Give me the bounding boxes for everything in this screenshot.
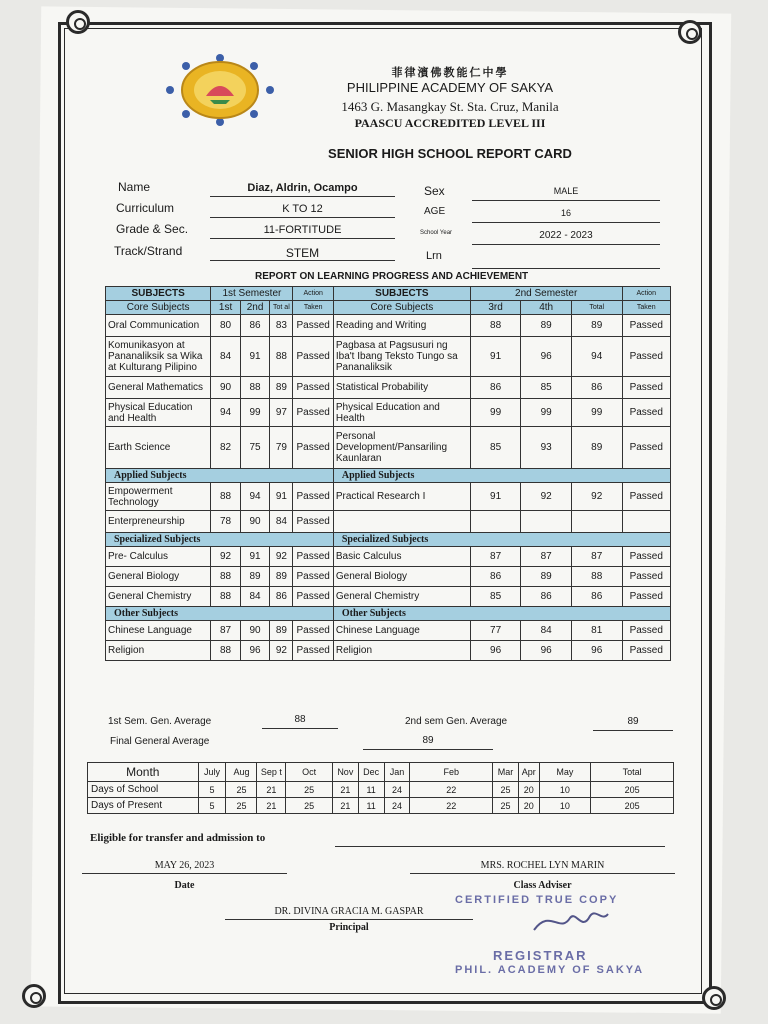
grade-q2: 86 — [240, 315, 269, 337]
subject-name-sem1: Chinese Language — [106, 621, 211, 641]
days-of-school-label: Days of School — [88, 782, 199, 798]
subjects-header: SUBJECTS — [333, 287, 470, 301]
action-taken-sem1: Passed — [293, 427, 333, 469]
grade-total-sem2: 92 — [571, 483, 622, 511]
stamp-line-registrar: REGISTRAR — [493, 948, 588, 963]
subject-name-sem1: General Biology — [106, 567, 211, 587]
final-average-value: 89 — [363, 735, 493, 750]
report-title: SENIOR HIGH SCHOOL REPORT CARD — [328, 146, 572, 161]
grade-q4: 93 — [521, 427, 572, 469]
subject-name-sem1: Religion — [106, 641, 211, 661]
present-days-count: 25 — [493, 798, 519, 814]
grade-q1: 78 — [211, 511, 240, 533]
grade-row — [106, 399, 671, 427]
registrar-signature-icon — [530, 904, 610, 938]
present-days-count: 21 — [332, 798, 358, 814]
track-value: STEM — [210, 246, 395, 261]
month-header: Month — [88, 763, 199, 782]
action-taken-sem2: Passed — [622, 621, 671, 641]
grade-q1: 87 — [211, 621, 240, 641]
grade-q3: 85 — [470, 427, 521, 469]
grade-q4: 87 — [521, 547, 572, 567]
action-taken-sem1: Passed — [293, 621, 333, 641]
grade-q4: 96 — [521, 337, 572, 377]
subject-name-sem2: Pagbasa at Pagsusuri ng Iba't Ibang Teksto Tungo sa Pananaliksik — [333, 337, 470, 377]
principal-label: Principal — [329, 922, 369, 933]
grade-q4: 84 — [521, 621, 572, 641]
grade-q4 — [521, 511, 572, 533]
sex-value: MALE — [472, 186, 660, 201]
school-days-count: 25 — [286, 782, 333, 798]
grade-total-sem2: 81 — [571, 621, 622, 641]
final-average-label: Final General Average — [110, 736, 210, 747]
present-days-count: 24 — [384, 798, 410, 814]
present-days-count: 22 — [410, 798, 493, 814]
grade-q1: 88 — [211, 567, 240, 587]
month-name: Nov — [332, 763, 358, 782]
action-taken-sem2: Passed — [622, 427, 671, 469]
school-days-total: 205 — [591, 782, 674, 798]
eligible-line — [335, 846, 665, 847]
school-days-count: 24 — [384, 782, 410, 798]
adviser-label: Class Adviser — [513, 880, 572, 891]
grade-q1: 90 — [211, 377, 240, 399]
action-taken-sem1: Passed — [293, 587, 333, 607]
grade-q2: 96 — [240, 641, 269, 661]
action-taken-sem2: Passed — [622, 377, 671, 399]
subject-name-sem2: Chinese Language — [333, 621, 470, 641]
month-name: Jan — [384, 763, 410, 782]
grade-q1: 88 — [211, 641, 240, 661]
total1-header: Tot al — [270, 301, 293, 315]
action-taken-sem2: Passed — [622, 315, 671, 337]
action-header: Action — [622, 287, 671, 301]
curriculum-value: K TO 12 — [210, 203, 395, 218]
present-days-total: 205 — [591, 798, 674, 814]
school-days-count: 25 — [493, 782, 519, 798]
school-days-count: 22 — [410, 782, 493, 798]
action-header: Action — [293, 287, 333, 301]
grade-q3: 96 — [470, 641, 521, 661]
grades-table — [105, 286, 671, 661]
grade-q3: 88 — [470, 315, 521, 337]
action-taken-sem1: Passed — [293, 399, 333, 427]
month-name: Sep t — [257, 763, 286, 782]
subject-name-sem2: General Chemistry — [333, 587, 470, 607]
subject-name-sem1: Oral Communication — [106, 315, 211, 337]
corner-ornament-icon — [702, 986, 726, 1010]
sem2-header: 2nd Semester — [470, 287, 622, 301]
grade-q2: 88 — [240, 377, 269, 399]
school-address: 1463 G. Masangkay St. Sta. Cruz, Manila — [341, 99, 559, 114]
school-days-count: 5 — [198, 782, 226, 798]
grade-row — [106, 337, 671, 377]
present-days-count: 10 — [539, 798, 591, 814]
grade-total-sem1: 89 — [270, 621, 293, 641]
school-name: PHILIPPINE ACADEMY OF SAKYA — [346, 80, 554, 95]
school-days-count: 21 — [257, 782, 286, 798]
grade-q3: 99 — [470, 399, 521, 427]
action-taken-sem2: Passed — [622, 547, 671, 567]
school-days-count: 21 — [332, 782, 358, 798]
grade-row — [106, 621, 671, 641]
grade-q4: 96 — [521, 641, 572, 661]
report-subtitle: REPORT ON LEARNING PROGRESS AND ACHIEVEMENT — [255, 271, 529, 282]
grade-total-sem1: 88 — [270, 337, 293, 377]
q4-header: 4th — [521, 301, 572, 315]
subject-name-sem2: Statistical Probability — [333, 377, 470, 399]
grade-q4: 99 — [521, 399, 572, 427]
sem1-average-label: 1st Sem. Gen. Average — [108, 716, 212, 727]
grade-total-sem1: 84 — [270, 511, 293, 533]
grade-total-sem2: 99 — [571, 399, 622, 427]
action-taken-sem2 — [622, 511, 671, 533]
school-days-count: 25 — [226, 782, 257, 798]
grade-q3: 86 — [470, 377, 521, 399]
grade-total-sem1: 97 — [270, 399, 293, 427]
action-taken-sem2: Passed — [622, 399, 671, 427]
subject-name-sem1: Empowerment Technology — [106, 483, 211, 511]
school-seal-logo — [166, 54, 274, 126]
grade-row — [106, 483, 671, 511]
grade-row — [106, 511, 671, 533]
taken-header: Taken — [293, 301, 333, 315]
sem2-average-value: 89 — [593, 716, 673, 731]
action-taken-sem1: Passed — [293, 315, 333, 337]
applied-section-header: Applied Subjects — [106, 469, 334, 483]
grade-q4: 86 — [521, 587, 572, 607]
attendance-table — [87, 762, 674, 814]
subject-name-sem2 — [333, 511, 470, 533]
grade-total-sem2: 94 — [571, 337, 622, 377]
grade-q3: 85 — [470, 587, 521, 607]
subject-name-sem2: Religion — [333, 641, 470, 661]
registrar-stamp — [455, 890, 665, 980]
principal-name: DR. DIVINA GRACIA M. GASPAR — [225, 906, 473, 920]
grade-q3 — [470, 511, 521, 533]
grade-q2: 91 — [240, 547, 269, 567]
grade-q4: 89 — [521, 315, 572, 337]
school-days-count: 10 — [539, 782, 591, 798]
grade-total-sem2: 87 — [571, 547, 622, 567]
month-name: July — [198, 763, 226, 782]
stamp-line-certified: CERTIFIED TRUE COPY — [455, 894, 619, 906]
grade-q4: 92 — [521, 483, 572, 511]
applied-section-header: Applied Subjects — [333, 469, 670, 483]
grade-q3: 91 — [470, 337, 521, 377]
school-chinese-name: 菲律濱佛教能仁中學 — [391, 67, 509, 79]
subject-name-sem1: General Chemistry — [106, 587, 211, 607]
month-name: Apr — [518, 763, 539, 782]
subject-name-sem1: Physical Education and Health — [106, 399, 211, 427]
core-subjects-header: Core Subjects — [333, 301, 470, 315]
grade-q3: 77 — [470, 621, 521, 641]
subject-name-sem1: General Mathematics — [106, 377, 211, 399]
grade-row — [106, 315, 671, 337]
sem1-header: 1st Semester — [211, 287, 293, 301]
grade-total-sem2: 89 — [571, 427, 622, 469]
grade-q2: 90 — [240, 621, 269, 641]
grade-section-value: 11-FORTITUDE — [210, 224, 395, 239]
specialized-section-header: Specialized Subjects — [333, 533, 670, 547]
school-days-count: 11 — [358, 782, 384, 798]
month-name: Feb — [410, 763, 493, 782]
grade-row — [106, 427, 671, 469]
total2-header: Total — [571, 301, 622, 315]
grade-q1: 84 — [211, 337, 240, 377]
corner-ornament-icon — [22, 984, 46, 1008]
grade-total-sem1: 86 — [270, 587, 293, 607]
month-name: Aug — [226, 763, 257, 782]
action-taken-sem1: Passed — [293, 337, 333, 377]
grade-total-sem2: 86 — [571, 587, 622, 607]
corner-ornament-icon — [66, 10, 90, 34]
present-days-count: 11 — [358, 798, 384, 814]
subject-name-sem1: Earth Science — [106, 427, 211, 469]
subject-name-sem2: Practical Research I — [333, 483, 470, 511]
track-label: Track/Strand — [114, 244, 183, 258]
corner-ornament-icon — [678, 20, 702, 44]
subject-name-sem1: Komunikasyon at Pananaliksik sa Wika at Kulturang Pilipino — [106, 337, 211, 377]
grade-row — [106, 547, 671, 567]
grade-total-sem1: 83 — [270, 315, 293, 337]
q3-header: 3rd — [470, 301, 521, 315]
curriculum-label: Curriculum — [116, 201, 175, 215]
adviser-name: MRS. ROCHEL LYN MARIN — [410, 860, 675, 874]
accreditation: PAASCU ACCREDITED LEVEL III — [354, 116, 546, 130]
q1-header: 1st — [211, 301, 240, 315]
action-taken-sem1: Passed — [293, 511, 333, 533]
month-name: Oct — [286, 763, 333, 782]
grade-total-sem2: 89 — [571, 315, 622, 337]
month-name: May — [539, 763, 591, 782]
core-subjects-header: Core Subjects — [106, 301, 211, 315]
subject-name-sem1: Enterpreneurship — [106, 511, 211, 533]
grade-row — [106, 641, 671, 661]
subject-name-sem2: Personal Development/Pansariling Kaunlaran — [333, 427, 470, 469]
grade-q4: 85 — [521, 377, 572, 399]
age-value: 16 — [472, 208, 660, 223]
student-name: Diaz, Aldrin, Ocampo — [210, 182, 395, 197]
action-taken-sem1: Passed — [293, 567, 333, 587]
grade-total-sem1: 91 — [270, 483, 293, 511]
grade-q2: 94 — [240, 483, 269, 511]
subjects-header: SUBJECTS — [106, 287, 211, 301]
grade-total-sem2 — [571, 511, 622, 533]
action-taken-sem2: Passed — [622, 337, 671, 377]
school-days-count: 20 — [518, 782, 539, 798]
other-section-header: Other Subjects — [106, 607, 334, 621]
grade-q3: 87 — [470, 547, 521, 567]
grade-q2: 84 — [240, 587, 269, 607]
action-taken-sem1: Passed — [293, 641, 333, 661]
other-section-header: Other Subjects — [333, 607, 670, 621]
sex-label: Sex — [424, 184, 445, 198]
grade-total-sem1: 92 — [270, 547, 293, 567]
sem2-average-label: 2nd sem Gen. Average — [405, 716, 508, 727]
present-days-count: 25 — [226, 798, 257, 814]
grade-q3: 91 — [470, 483, 521, 511]
subject-name-sem1: Pre- Calculus — [106, 547, 211, 567]
present-days-count: 5 — [198, 798, 226, 814]
q2-header: 2nd — [240, 301, 269, 315]
action-taken-sem2: Passed — [622, 587, 671, 607]
name-label: Name — [118, 180, 151, 194]
lrn-value — [472, 254, 660, 269]
subject-name-sem2: Physical Education and Health — [333, 399, 470, 427]
grade-q1: 82 — [211, 427, 240, 469]
grade-q1: 94 — [211, 399, 240, 427]
grade-row — [106, 587, 671, 607]
grade-total-sem1: 92 — [270, 641, 293, 661]
grade-total-sem1: 79 — [270, 427, 293, 469]
grade-q1: 80 — [211, 315, 240, 337]
month-name: Mar — [493, 763, 519, 782]
school-year-value: 2022 - 2023 — [472, 230, 660, 245]
action-taken-sem2: Passed — [622, 567, 671, 587]
present-days-count: 20 — [518, 798, 539, 814]
school-year-label: School Year — [420, 230, 453, 236]
sem1-average-value: 88 — [262, 714, 338, 729]
grade-total-sem2: 88 — [571, 567, 622, 587]
action-taken-sem2: Passed — [622, 483, 671, 511]
grade-q1: 88 — [211, 587, 240, 607]
grade-q1: 92 — [211, 547, 240, 567]
date-label: Date — [174, 880, 195, 891]
grade-q1: 88 — [211, 483, 240, 511]
subject-name-sem2: Reading and Writing — [333, 315, 470, 337]
grade-total-sem1: 89 — [270, 377, 293, 399]
grade-q4: 89 — [521, 567, 572, 587]
subject-name-sem2: Basic Calculus — [333, 547, 470, 567]
grade-q2: 91 — [240, 337, 269, 377]
grade-q3: 86 — [470, 567, 521, 587]
grade-row — [106, 377, 671, 399]
grade-q2: 90 — [240, 511, 269, 533]
grade-q2: 89 — [240, 567, 269, 587]
action-taken-sem1: Passed — [293, 377, 333, 399]
present-days-count: 21 — [257, 798, 286, 814]
stamp-line-school: PHIL. ACADEMY OF SAKYA — [455, 964, 645, 976]
grade-total-sem1: 89 — [270, 567, 293, 587]
month-name: Dec — [358, 763, 384, 782]
age-label: AGE — [424, 206, 446, 217]
action-taken-sem1: Passed — [293, 483, 333, 511]
grade-total-sem2: 86 — [571, 377, 622, 399]
lrn-label: Lrn — [426, 250, 442, 262]
days-present-label: Days of Present — [88, 798, 199, 814]
total-header: Total — [591, 763, 674, 782]
present-days-count: 25 — [286, 798, 333, 814]
grade-q2: 99 — [240, 399, 269, 427]
specialized-section-header: Specialized Subjects — [106, 533, 334, 547]
grade-q2: 75 — [240, 427, 269, 469]
action-taken-sem1: Passed — [293, 547, 333, 567]
subject-name-sem2: General Biology — [333, 567, 470, 587]
eligible-label: Eligible for transfer and admission to — [90, 832, 266, 844]
grade-row — [106, 567, 671, 587]
taken-header: Taken — [622, 301, 671, 315]
grade-total-sem2: 96 — [571, 641, 622, 661]
grade-section-label: Grade & Sec. — [116, 222, 189, 236]
date-value: MAY 26, 2023 — [82, 860, 287, 874]
action-taken-sem2: Passed — [622, 641, 671, 661]
